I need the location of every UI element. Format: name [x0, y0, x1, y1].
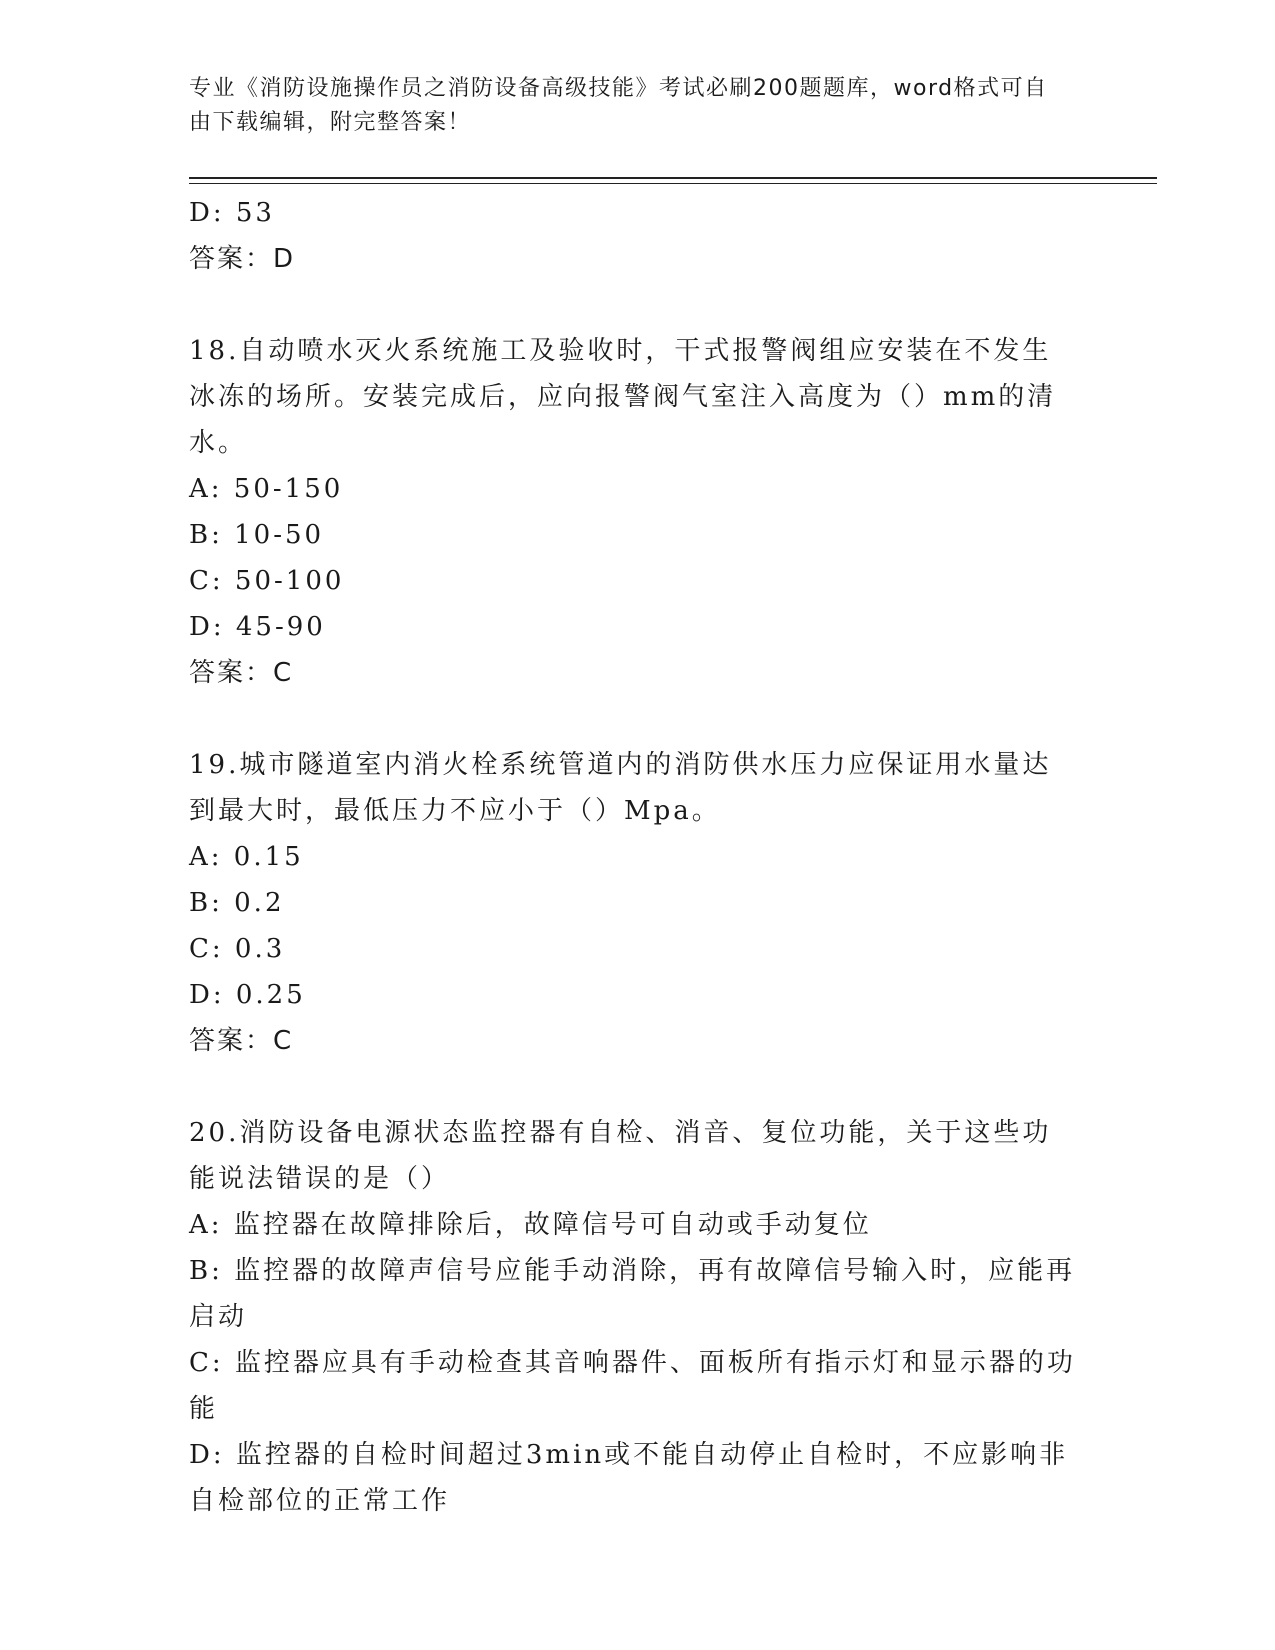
question-19 [189, 742, 1079, 1064]
question-20 [189, 1110, 1079, 1524]
page-header: 专业《消防设施操作员之消防设备高级技能》考试必刷200题题库，word格式可自由下载编辑，附完整答案！ [189, 76, 1048, 135]
option-a: A: 监控器在故障排除后，故障信号可自动或手动复位 [189, 1210, 872, 1240]
answer: 答案：C [189, 658, 294, 688]
spacer [189, 282, 1079, 328]
prev-answer: 答案：D [189, 244, 296, 274]
question-stem: 20.消防设备电源状态监控器有自检、消音、复位功能，关于这些功能说法错误的是（） [189, 1118, 1052, 1194]
option-d: D: 监控器的自检时间超过3min或不能自动停止自检时，不应影响非自检部位的正常工作 [189, 1440, 1069, 1516]
question-stem: 19.城市隧道室内消火栓系统管道内的消防供水压力应保证用水量达到最大时，最低压力不应小于（）Mpa。 [189, 750, 1052, 826]
prev-option-d: D: 53 [189, 198, 275, 228]
question-content [189, 190, 1079, 1524]
option-a: A: 0.15 [189, 842, 304, 872]
header-divider-thin [189, 183, 1157, 184]
option-c: C: 0.3 [189, 934, 286, 964]
question-stem: 18.自动喷水灭火系统施工及验收时，干式报警阀组应安装在不发生冰冻的场所。安装完成后，应向报警阀气室注入高度为（）mm的清水。 [189, 336, 1057, 458]
option-d: D: 45-90 [189, 612, 326, 642]
answer: 答案：C [189, 1026, 294, 1056]
option-b: B: 10-50 [189, 520, 325, 550]
option-c: C: 监控器应具有手动检查其音响器件、面板所有指示灯和显示器的功能 [189, 1348, 1076, 1424]
spacer [189, 696, 1079, 742]
option-b: B: 监控器的故障声信号应能手动消除，再有故障信号输入时，应能再启动 [189, 1256, 1076, 1332]
option-d: D: 0.25 [189, 980, 306, 1010]
spacer [189, 1064, 1079, 1110]
header-divider-thick [189, 177, 1157, 179]
option-b: B: 0.2 [189, 888, 285, 918]
option-c: C: 50-100 [189, 566, 345, 596]
question-18 [189, 328, 1079, 696]
option-a: A: 50-150 [189, 474, 344, 504]
